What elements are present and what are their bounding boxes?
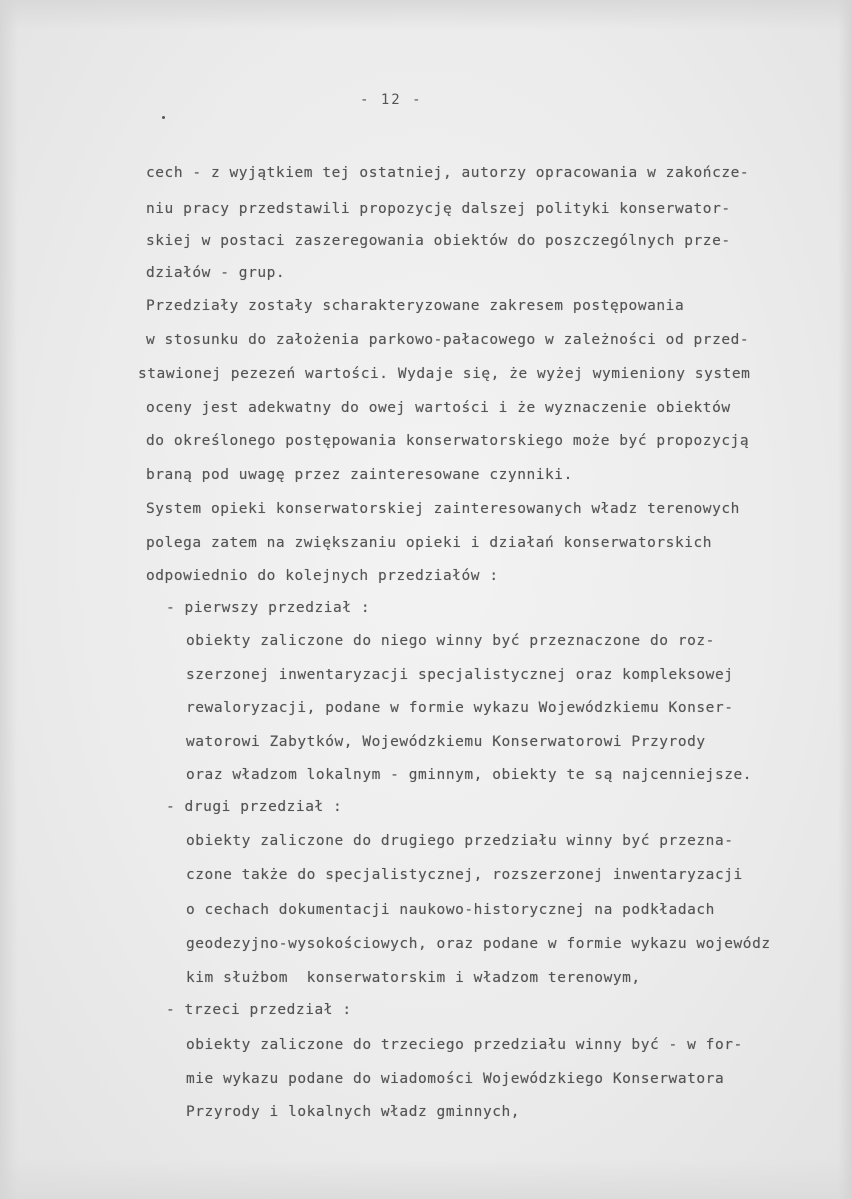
- section-heading-first: - pierwszy przedział :: [166, 600, 371, 616]
- text-line: w stosunku do założenia parkowo-pałacowego w zależności od przed-: [146, 332, 750, 348]
- text-line: szerzonej inwentaryzacji specjalistycznej oraz kompleksowej: [186, 667, 734, 683]
- scan-edge-top: [0, 0, 852, 30]
- text-line: do określonego postępowania konserwatorskiego może być propozycją: [146, 433, 750, 449]
- text-line: czone także do specjalistycznej, rozszerzonej inwentaryzacji: [186, 867, 743, 883]
- text-line: Przedziały zostały scharakteryzowane zakresem postępowania: [146, 298, 685, 314]
- text-line: watorowi Zabytków, Wojewódzkiemu Konserwatorowi Przyrody: [186, 734, 706, 750]
- text-line: braną pod uwagę przez zainteresowane czynniki.: [146, 467, 573, 483]
- text-line: mie wykazu podane do wiadomości Wojewódzkiego Konserwatora: [186, 1071, 725, 1087]
- text-line: kim służbom konserwatorskim i władzom terenowym,: [186, 970, 641, 986]
- text-line: obiekty zaliczone do trzeciego przedziału winny być - w for-: [186, 1037, 743, 1053]
- scan-edge-bottom: [0, 1159, 852, 1199]
- text-line: Przyrody i lokalnych władz gminnych,: [186, 1104, 521, 1120]
- text-line: niu pracy przedstawili propozycję dalszej polityki konserwator-: [146, 201, 731, 217]
- text-line: skiej w postaci zaszeregowania obiektów do poszczególnych prze-: [146, 233, 731, 249]
- text-line: obiekty zaliczone do drugiego przedziału winny być przezna-: [186, 833, 734, 849]
- scan-edge-right: [838, 0, 852, 1199]
- text-line: cech - z wyjątkiem tej ostatniej, autorzy opracowania w zakończe-: [146, 165, 750, 181]
- text-line: stawionej pezezeń wartości. Wydaje się, że wyżej wymieniony system: [138, 366, 751, 382]
- text-line: działów - grup.: [146, 265, 286, 281]
- section-heading-third: - trzeci przedział :: [166, 1002, 352, 1018]
- text-line: geodezyjno-wysokościowych, oraz podane w formie wykazu wojewódz: [186, 936, 771, 952]
- text-line: oraz władzom lokalnym - gminnym, obiekty te są najcenniejsze.: [186, 767, 753, 783]
- text-line: System opieki konserwatorskiej zainteresowanych władz terenowych: [146, 501, 740, 517]
- text-line: odpowiednio do kolejnych przedziałów :: [146, 568, 499, 584]
- stray-ink-mark: [162, 116, 165, 119]
- text-line: oceny jest adekwatny do owej wartości i że wyznaczenie obiektów: [146, 400, 731, 416]
- text-line: polega zatem na zwiększaniu opieki i działań konserwatorskich: [146, 535, 713, 551]
- text-line: obiekty zaliczone do niego winny być przeznaczone do roz-: [186, 633, 715, 649]
- section-heading-second: - drugi przedział :: [166, 799, 343, 815]
- text-line: rewaloryzacji, podane w formie wykazu Wojewódzkiemu Konser-: [186, 700, 734, 716]
- scan-edge-left: [0, 0, 18, 1199]
- page-number: - 12 -: [360, 92, 423, 108]
- text-line: o cechach dokumentacji naukowo-historycznej na podkładach: [186, 902, 715, 918]
